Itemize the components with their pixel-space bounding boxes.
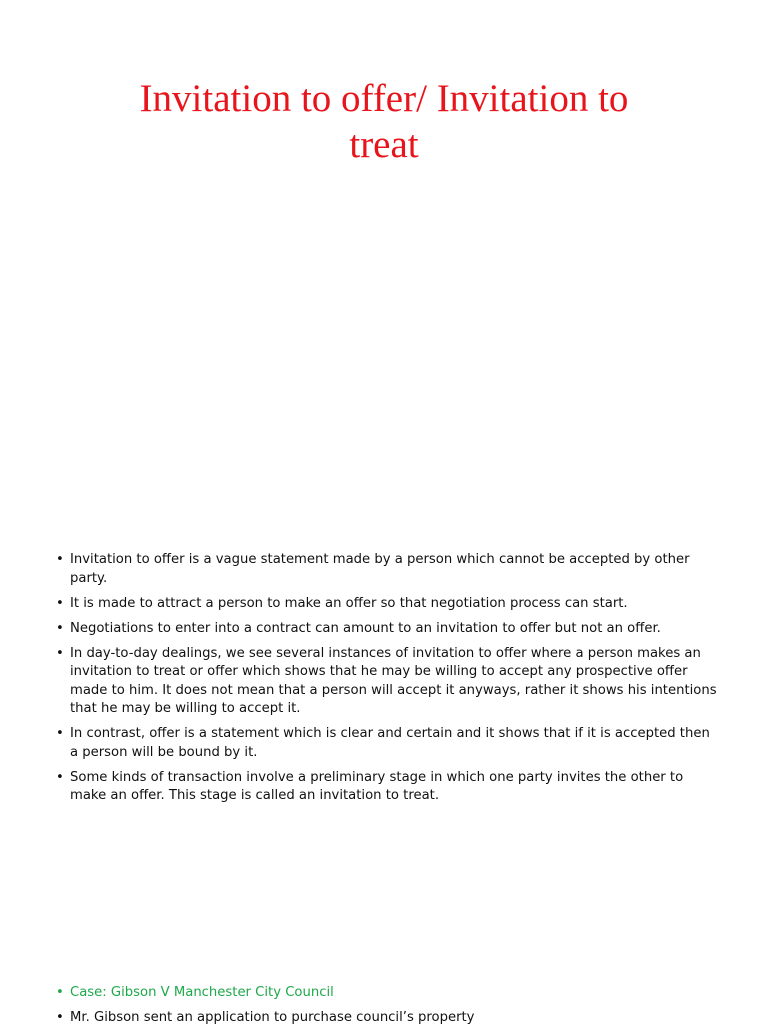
case-bullet-list	[55, 984, 720, 1034]
bullet-dot-icon: •	[56, 726, 64, 741]
bullet-dot-icon: •	[56, 552, 64, 567]
bullet-dot-icon: •	[56, 595, 64, 611]
bullet-text: It is made to attract a person to make an offer so that negotiation process can start.	[70, 595, 628, 611]
bullet-item	[55, 620, 720, 639]
bullet-text: In day-to-day dealings, we see several instances of invitation to offer where a person makes an invitation to treat or offer which shows that he may be willing to accept any prospective offer made to him. It does not mean that a person will accept it anyways, rather it shows his intentions that he may be willing to accept it.	[70, 645, 717, 716]
bullet-item	[55, 645, 720, 719]
bullet-item	[55, 551, 720, 588]
bullet-text: Invitation to offer is a vague statement made by a person which cannot be accepted by other party.	[70, 552, 690, 586]
bullet-dot-icon: •	[56, 985, 64, 1000]
bullet-dot-icon: •	[56, 769, 64, 785]
bullet-text: Negotiations to enter into a contract can amount to an invitation to offer but not an offer.	[70, 620, 661, 636]
bullet-item	[55, 725, 720, 762]
case-heading-item	[55, 984, 720, 1003]
slide-title-line-2: treat	[349, 123, 419, 166]
slide-title	[40, 76, 728, 168]
case-heading: Case: Gibson V Manchester City Council	[70, 985, 334, 1000]
bullet-text: Some kinds of transaction involve a preliminary stage in which one party invites the other to make an offer. This stage is called an invitation to treat.	[70, 769, 684, 803]
case-point-text: Mr. Gibson sent an application to purchase council’s property	[70, 1010, 475, 1025]
bullet-list	[55, 551, 720, 812]
bullet-dot-icon: •	[56, 645, 64, 661]
slide-title-line-1: Invitation to offer/ Invitation to	[139, 77, 629, 120]
case-point-item	[55, 1009, 720, 1028]
bullet-item	[55, 595, 720, 614]
bullet-dot-icon: •	[56, 1010, 64, 1025]
bullet-item	[55, 769, 720, 806]
bullet-dot-icon: •	[56, 620, 64, 636]
bullet-text: In contrast, offer is a statement which is clear and certain and it shows that if it is accepted then a person will be bound by it.	[70, 726, 710, 760]
